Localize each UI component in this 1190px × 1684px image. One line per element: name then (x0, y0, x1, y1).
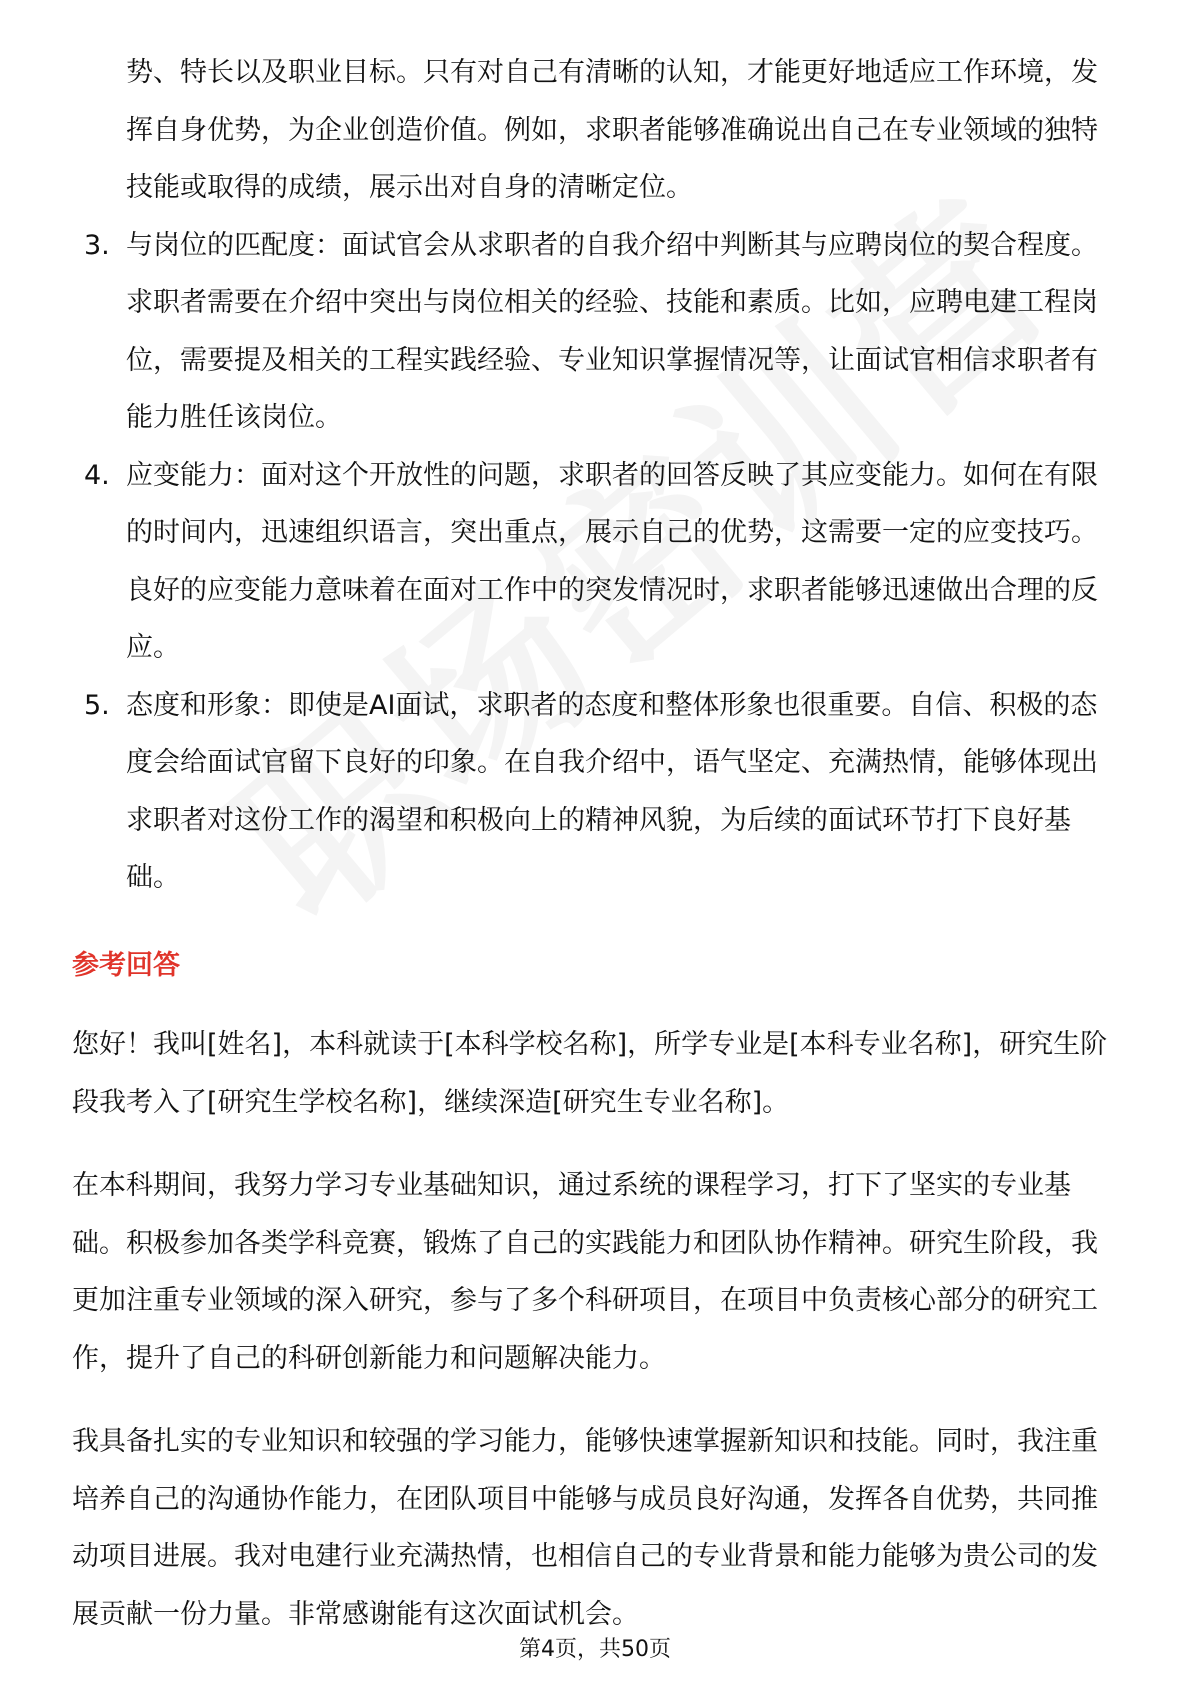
answer-paragraph-undergrad: 在本科期间，我努力学习专业基础知识，通过系统的课程学习，打下了坚实的专业基础。积极参加各类学科竞赛，锻炼了自己的实践能力和团队协作精神。研究生阶段，我更加注重专业领域的深入研究，参与了多个科研项目，在项目中负责核心部分的研究工作，提升了自己的科研创新能力和问题解决能力。 (72, 1170, 1098, 1374)
numbered-list (72, 217, 1118, 907)
answer-paragraph-closing: 我具备扎实的专业知识和较强的学习能力，能够快速掌握新知识和技能。同时，我注重培养自己的沟通协作能力，在团队项目中能够与成员良好沟通，发挥各自优势，共同推动项目进展。我对电建行业充满热情，也相信自己的专业背景和能力能够为贵公司的发展贡献一份力量。非常感谢能有这次面试机会。 (72, 1426, 1098, 1630)
list-item-number: 5. (84, 689, 110, 721)
list-item-text: 应变能力：面对这个开放性的问题，求职者的回答反映了其应变能力。如何在有限的时间内，迅速组织语言，突出重点，展示自己的优势，这需要一定的应变技巧。良好的应变能力意味着在面对工作中的突发情况时，求职者能够迅速做出合理的反应。 (126, 459, 1098, 663)
page-footer (0, 1632, 1190, 1663)
list-item-number: 3. (84, 229, 110, 261)
page-number: 第4页，共50页 (519, 1637, 671, 1662)
page-content (72, 44, 1118, 1643)
list-item-text: 态度和形象：即使是AI面试，求职者的态度和整体形象也很重要。自信、积极的态度会给面试官留下良好的印象。在自我介绍中，语气坚定、充满热情，能够体现出求职者对这份工作的渴望和积极向上的精神风貌，为后续的面试环节打下良好基础。 (126, 689, 1098, 893)
list-item-text: 与岗位的匹配度：面试官会从求职者的自我介绍中判断其与应聘岗位的契合程度。求职者需要在介绍中突出与岗位相关的经验、技能和素质。比如，应聘电建工程岗位，需要提及相关的工程实践经验、专业知识掌握情况等，让面试官相信求职者有能力胜任该岗位。 (126, 229, 1098, 433)
list-item-4 (72, 447, 1118, 677)
answer-paragraph-intro: 您好！我叫[姓名]，本科就读于[本科学校名称]，所学专业是[本科专业名称]，研究生阶段我考入了[研究生学校名称]，继续深造[研究生专业名称]。 (72, 1029, 1108, 1118)
continuation-paragraph: 势、特长以及职业目标。只有对自己有清晰的认知，才能更好地适应工作环境，发挥自身优势，为企业创造价值。例如，求职者能够准确说出自己在专业领域的独特技能或取得的成绩，展示出对自身的清晰定位。 (126, 57, 1098, 203)
section-heading-reference-answer: 参考回答 (72, 949, 180, 981)
list-item-5 (72, 677, 1118, 907)
list-item-3 (72, 217, 1118, 447)
list-item-number: 4. (84, 459, 110, 491)
